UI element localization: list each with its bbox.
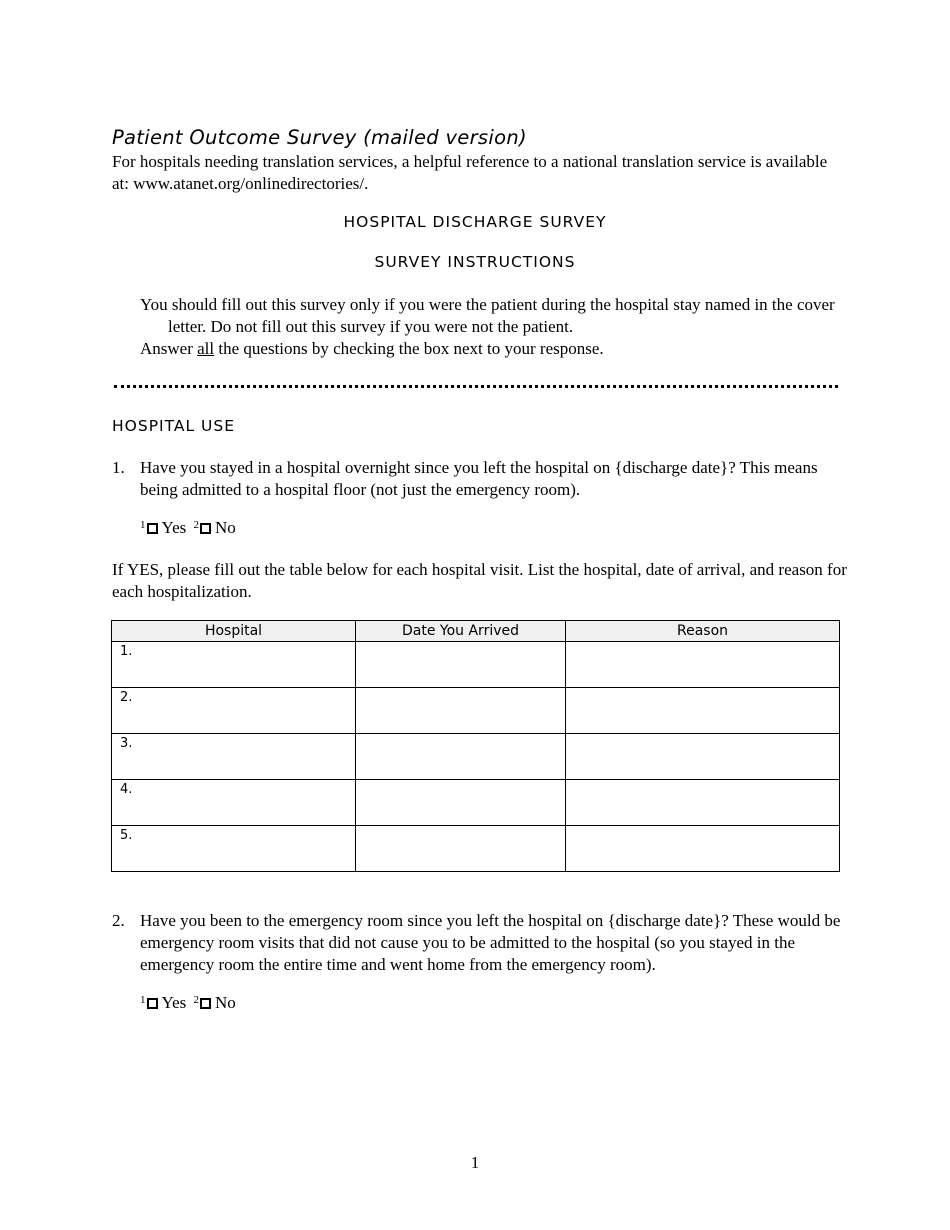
instruction-line-2-prefix: Answer bbox=[140, 339, 198, 358]
checkbox-yes[interactable] bbox=[147, 523, 158, 534]
question-text: Have you stayed in a hospital overnight since you left the hospital on {discharge date}? This means being admitted to a hospital floor (not just the emergency room). bbox=[140, 458, 818, 499]
hospital-cell[interactable] bbox=[112, 780, 356, 826]
table-row bbox=[112, 642, 840, 688]
checkbox-no[interactable] bbox=[200, 998, 211, 1009]
row-number: 1. bbox=[120, 644, 133, 659]
question-number: 1. bbox=[112, 458, 125, 477]
section-heading: HOSPITAL USE bbox=[112, 417, 236, 435]
table-row bbox=[112, 734, 840, 780]
option-code: 1 bbox=[140, 519, 146, 531]
table-header-row bbox=[112, 621, 840, 642]
option-code: 1 bbox=[140, 994, 146, 1006]
instruction-line-2-suffix: the questions by checking the box next to your response. bbox=[214, 339, 604, 358]
hospital-visits-table bbox=[111, 620, 840, 872]
reason-cell[interactable] bbox=[566, 642, 840, 688]
reason-cell[interactable] bbox=[566, 734, 840, 780]
hospital-cell[interactable] bbox=[112, 734, 356, 780]
option-label-yes: Yes bbox=[161, 518, 187, 537]
instructions-block bbox=[140, 294, 840, 360]
option-label-no: No bbox=[215, 993, 236, 1012]
date-cell[interactable] bbox=[356, 642, 566, 688]
option-code: 2 bbox=[193, 519, 199, 531]
option-code: 2 bbox=[193, 994, 199, 1006]
question-2 bbox=[112, 910, 842, 976]
intro-paragraph: For hospitals needing translation services, a helpful reference to a national translation service is available at: www.atanet.org/onlinedirectories/. bbox=[112, 152, 828, 193]
table-row bbox=[112, 826, 840, 872]
reason-cell[interactable] bbox=[566, 780, 840, 826]
checkbox-no[interactable] bbox=[200, 523, 211, 534]
page-number: 1 bbox=[470, 1153, 480, 1172]
instruction-line-2 bbox=[140, 338, 840, 360]
date-cell[interactable] bbox=[356, 734, 566, 780]
column-header-hospital: Hospital bbox=[112, 621, 356, 642]
date-cell[interactable] bbox=[356, 688, 566, 734]
table-row bbox=[112, 688, 840, 734]
option-label-no: No bbox=[215, 518, 236, 537]
row-number: 3. bbox=[120, 736, 133, 751]
survey-heading: HOSPITAL DISCHARGE SURVEY bbox=[343, 213, 607, 231]
date-cell[interactable] bbox=[356, 780, 566, 826]
survey-instructions-heading: SURVEY INSTRUCTIONS bbox=[374, 253, 576, 271]
reason-cell[interactable] bbox=[566, 688, 840, 734]
table-intro-paragraph: If YES, please fill out the table below for each hospital visit. List the hospital, date of arrival, and reason for each hospitalization. bbox=[112, 560, 847, 601]
instruction-line-1: You should fill out this survey only if you were the patient during the hospital stay named in the cover letter. Do not fill out this survey if you were not the patient. bbox=[140, 295, 835, 336]
question-1-answers bbox=[140, 517, 239, 539]
row-number: 2. bbox=[120, 690, 133, 705]
question-number: 2. bbox=[112, 911, 125, 930]
instruction-emphasis: all bbox=[197, 339, 215, 358]
reason-cell[interactable] bbox=[566, 826, 840, 872]
hospital-cell[interactable] bbox=[112, 642, 356, 688]
table-row bbox=[112, 780, 840, 826]
column-header-date-arrived: Date You Arrived bbox=[356, 621, 566, 642]
row-number: 4. bbox=[120, 782, 133, 797]
document-title: Patient Outcome Survey (mailed version) bbox=[112, 126, 527, 149]
hospital-cell[interactable] bbox=[112, 688, 356, 734]
question-2-answers bbox=[140, 992, 239, 1014]
question-1 bbox=[112, 457, 842, 501]
row-number: 5. bbox=[120, 828, 133, 843]
checkbox-yes[interactable] bbox=[147, 998, 158, 1009]
hospital-cell[interactable] bbox=[112, 826, 356, 872]
option-label-yes: Yes bbox=[161, 993, 187, 1012]
dotted-divider bbox=[114, 385, 838, 388]
column-header-reason: Reason bbox=[566, 621, 840, 642]
question-text: Have you been to the emergency room since you left the hospital on {discharge date}? These would be emergency room visits that did not cause you to be admitted to the hospital (so you stayed in the emergency room the entire time and went home from the emergency room). bbox=[140, 911, 841, 974]
date-cell[interactable] bbox=[356, 826, 566, 872]
